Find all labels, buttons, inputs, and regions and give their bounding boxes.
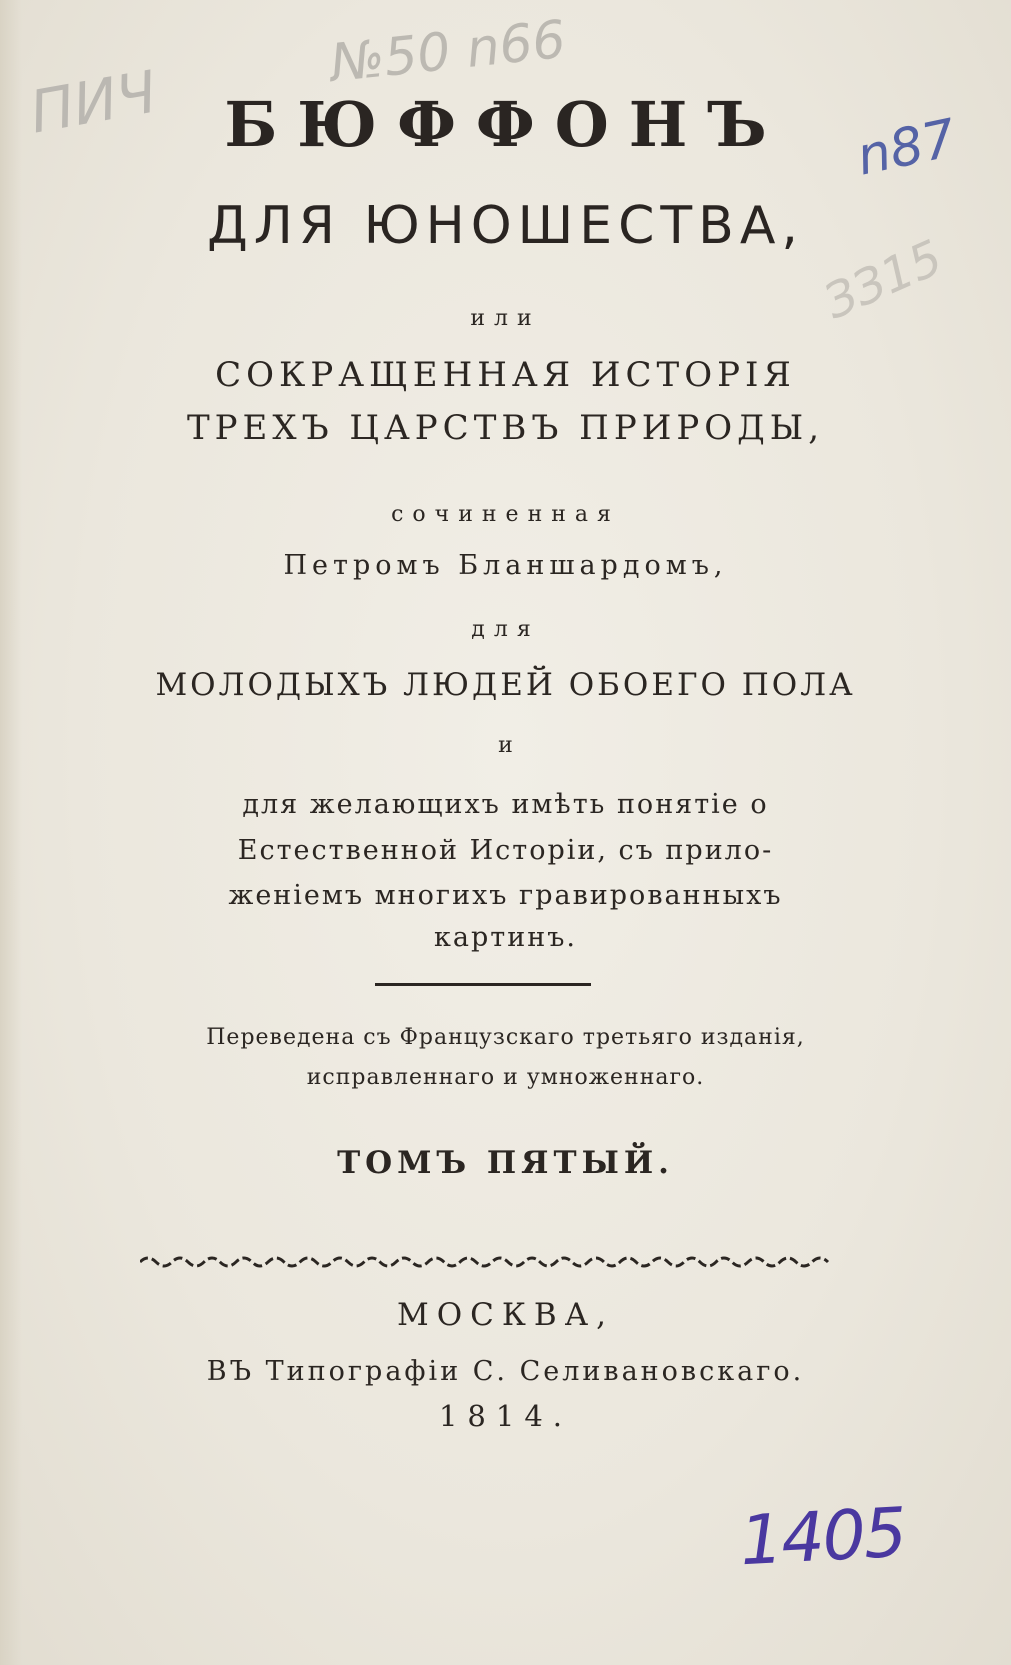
book-subtitle: ДЛЯ ЮНОШЕСТВА,: [207, 196, 804, 256]
description-line: картинъ.: [434, 922, 577, 953]
for-label: для: [471, 617, 540, 642]
history-line-1: СОКРАЩЕННАЯ ИСТОРІЯ: [215, 355, 796, 395]
pencil-shelfmark-left: ПИЧ: [25, 57, 162, 147]
city-line: МОСКВА,: [397, 1297, 614, 1333]
translation-note-line: Переведена съ Французскаго третьяго изданія,: [206, 1025, 805, 1050]
description-line: женіемъ многихъ гравированныхъ: [228, 880, 783, 911]
ink-shelfmark-right: n87: [851, 108, 962, 188]
book-title: БЮФФОНЪ: [224, 88, 787, 161]
volume-label: ТОМЪ ПЯТЫЙ.: [337, 1145, 674, 1181]
description-line: Естественной Исторіи, съ прило-: [237, 835, 774, 866]
inventory-number: 1405: [738, 1493, 908, 1582]
translation-note-line: исправленнаго и умноженнаго.: [306, 1065, 705, 1090]
pencil-shelfmark-right: ЗЗ15: [815, 229, 951, 331]
author-name: Петромъ Бланшардомъ,: [283, 550, 728, 581]
ornamental-rule: [140, 1250, 830, 1274]
divider-rule: [375, 983, 591, 986]
pencil-shelfmark-top: №50 n66: [327, 9, 569, 95]
history-line-2: ТРЕХЪ ЦАРСТВЪ ПРИРОДЫ,: [187, 408, 824, 448]
year-line: 1814.: [438, 1399, 573, 1433]
audience-line: МОЛОДЫХЪ ЛЮДЕЙ ОБОЕГО ПОЛА: [155, 667, 856, 703]
printer-line: ВЪ Типографіи С. Селивановскаго.: [206, 1356, 805, 1387]
conjunction-ili: или: [470, 306, 541, 331]
conjunction-i: и: [498, 733, 513, 758]
description-line: для желающихъ имѣть понятіе о: [242, 789, 769, 820]
composed-by-label: сочиненная: [391, 502, 620, 527]
